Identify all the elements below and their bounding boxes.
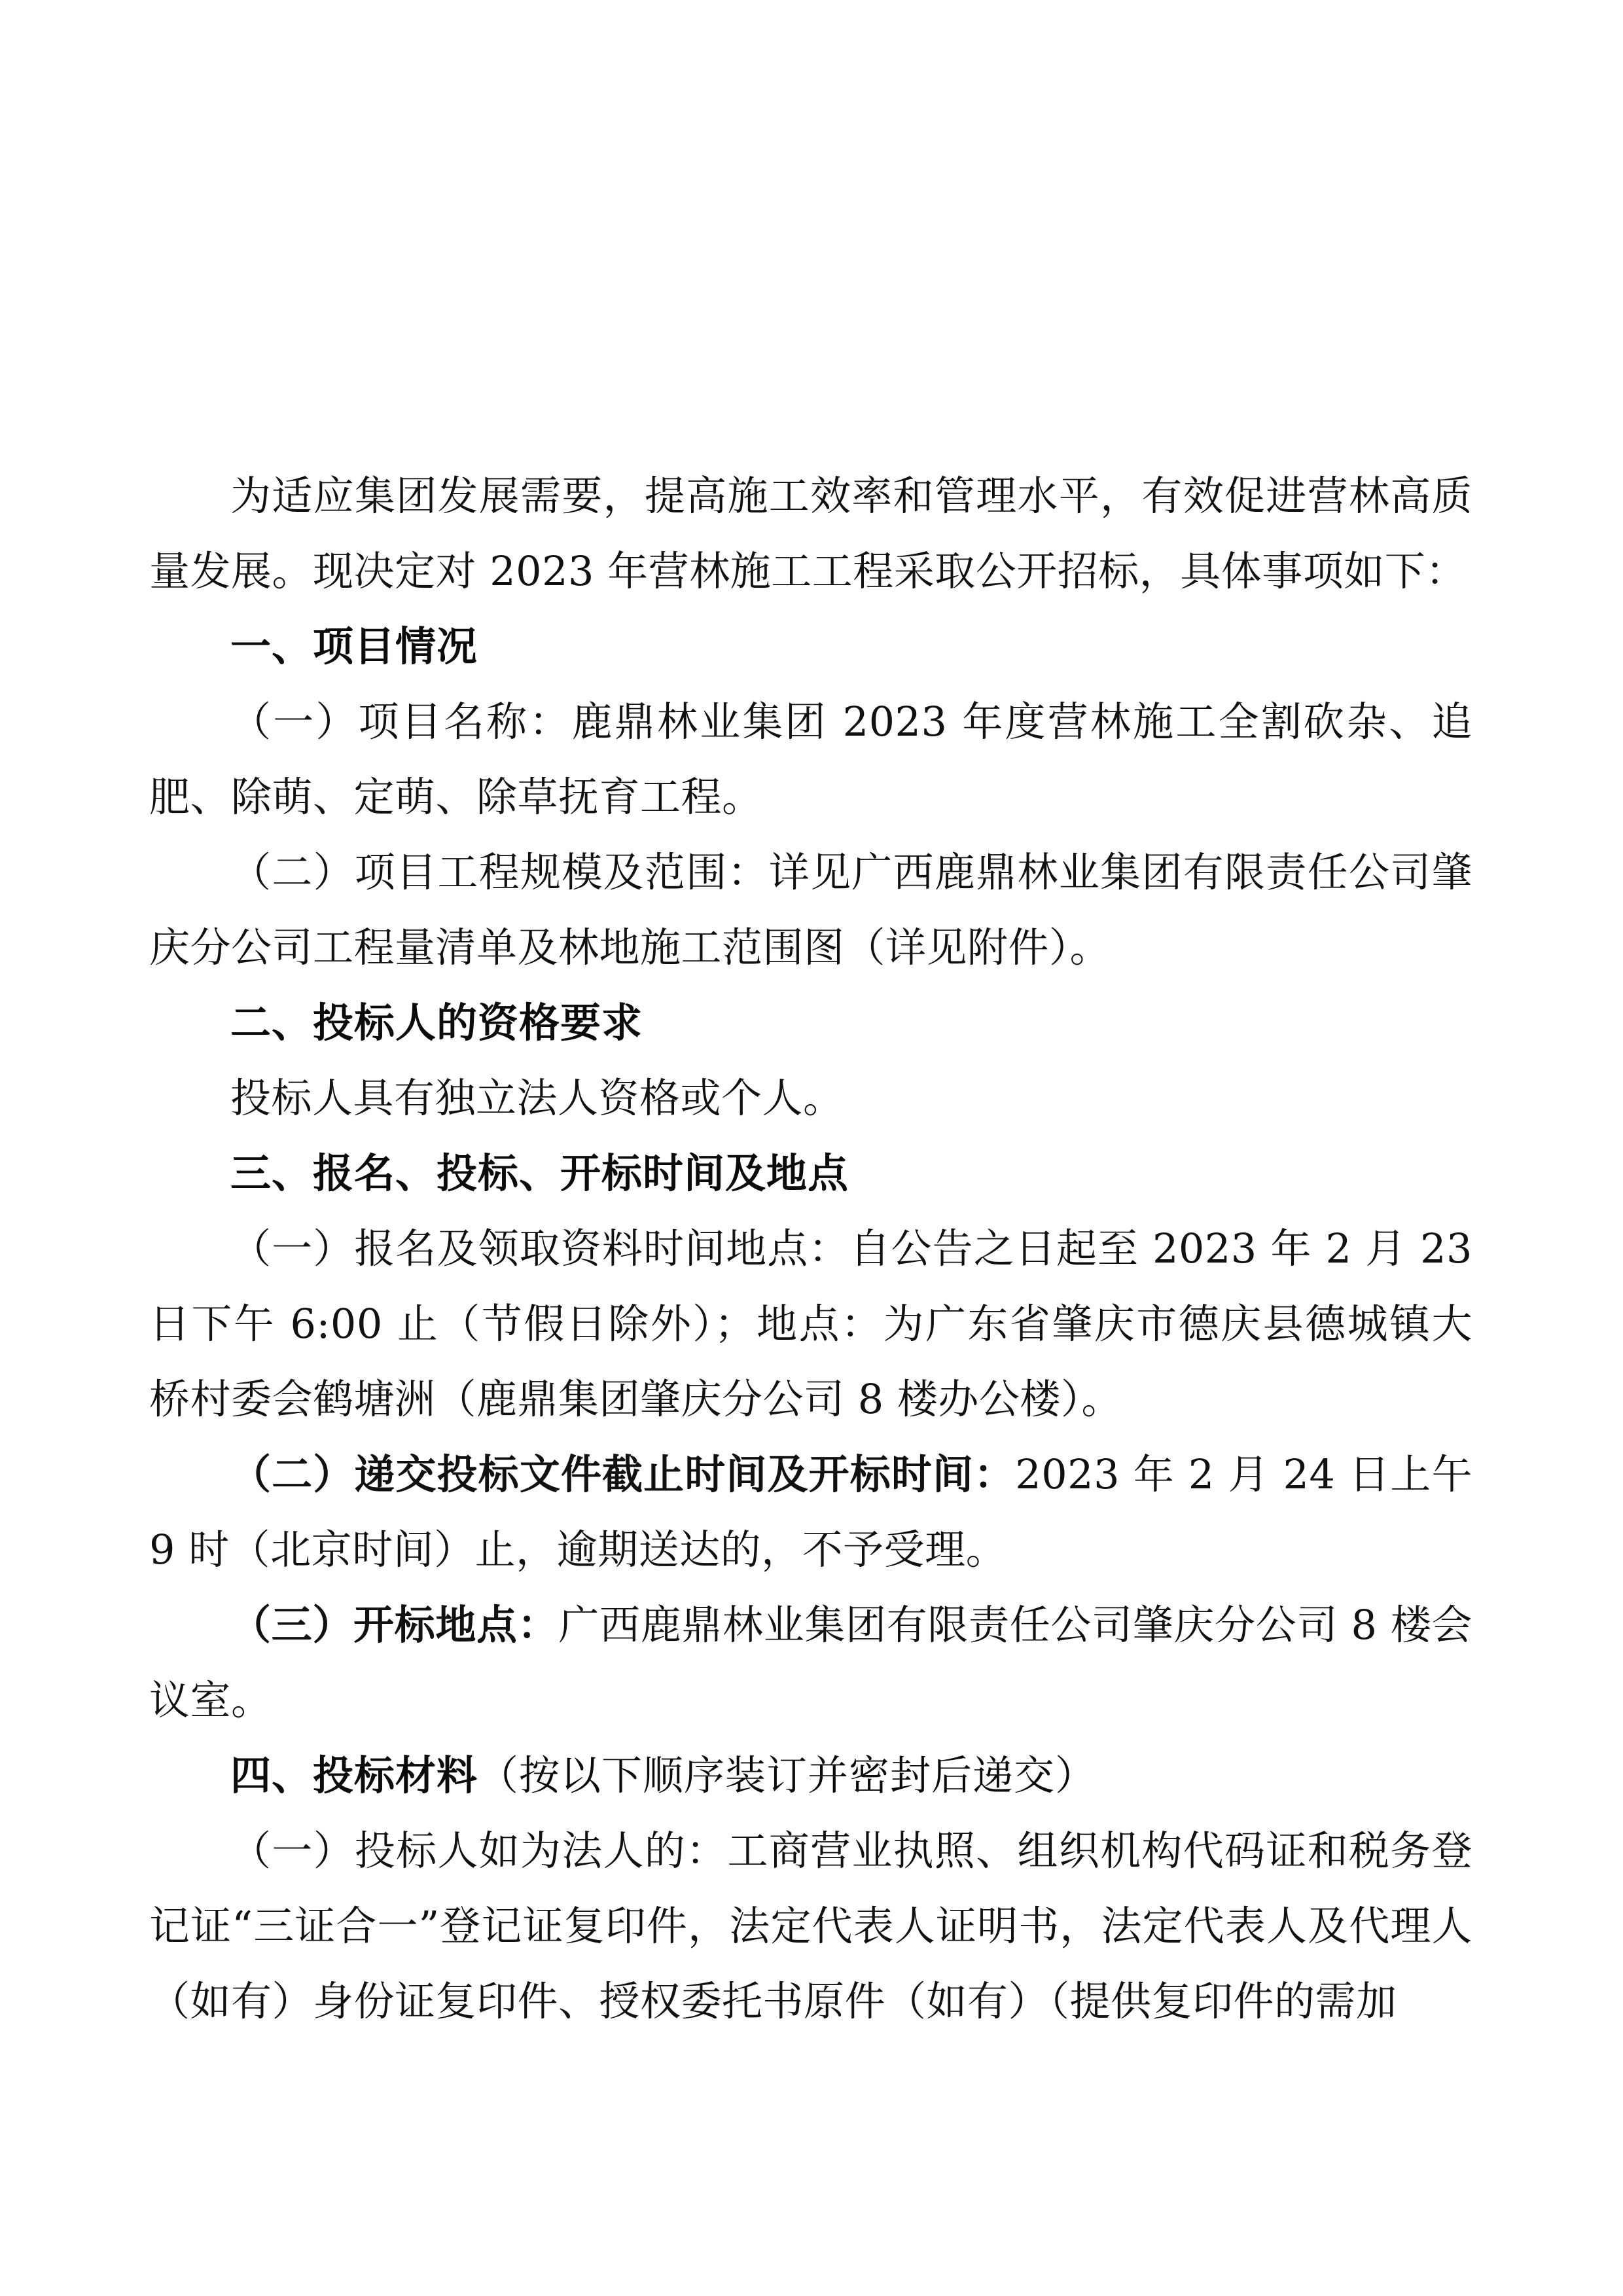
heading-section-4-note: （按以下顺序装订并密封后递交） bbox=[478, 1751, 1097, 1799]
heading-section-1: 一、项目情况 bbox=[230, 622, 478, 670]
paragraph-item-3-1: （一）报名及领取资料时间地点：自公告之日起至 2023 年 2 月 23 日下午 6:00 止（节假日除外）；地点：为广东省肇庆市德庆县德城镇大桥村委会鹤塘洲（鹿鼎集团肇庆分公司 8 楼办公楼）。 bbox=[149, 1225, 1472, 1423]
paragraph-item-3-2 bbox=[149, 1437, 1472, 1587]
paragraph-item-3-3-text: 广西鹿鼎林业集团有限责任公司肇庆分公司 8 楼会议室。 bbox=[149, 1601, 1472, 1724]
paragraph-item-2-1: 投标人具有独立法人资格或个人。 bbox=[230, 1074, 844, 1122]
paragraph-item-1-1: （一）项目名称：鹿鼎林业集团 2023 年度营林施工全割砍杂、追肥、除萌、定萌、除草抚育工程。 bbox=[149, 698, 1472, 821]
heading-section-4-label: 四、投标材料 bbox=[230, 1751, 478, 1799]
paragraph-item-1-2: （二）项目工程规模及范围：详见广西鹿鼎林业集团有限责任公司肇庆分公司工程量清单及林地施工范围图（详见附件）。 bbox=[149, 848, 1472, 971]
paragraph-item-3-2-label: （二）递交投标文件截止时间及开标时间： bbox=[230, 1450, 1016, 1498]
heading-section-2: 二、投标人的资格要求 bbox=[230, 999, 643, 1047]
document-body bbox=[149, 458, 1472, 2039]
paragraph-item-3-2-text: 2023 年 2 月 24 日上午 9 时（北京时间）止，逾期送达的，不予受理。 bbox=[149, 1450, 1472, 1573]
paragraph-item-4-1: （一）投标人如为法人的：工商营业执照、组织机构代码证和税务登记证“三证合一”登记证复印件，法定代表人证明书，法定代表人及代理人（如有）身份证复印件、授权委托书原件（如有）（提供复印件的需加 bbox=[149, 1827, 1472, 2025]
paragraph-intro: 为适应集团发展需要，提高施工效率和管理水平，有效促进营林高质量发展。现决定对 2023 年营林施工工程采取公开招标，具体事项如下： bbox=[149, 472, 1472, 595]
paragraph-item-3-3 bbox=[149, 1587, 1472, 1738]
paragraph-item-3-3-label: （三）开标地点： bbox=[230, 1601, 559, 1649]
heading-section-3: 三、报名、投标、开标时间及地点 bbox=[230, 1149, 849, 1197]
heading-section-4 bbox=[149, 1738, 1472, 1813]
